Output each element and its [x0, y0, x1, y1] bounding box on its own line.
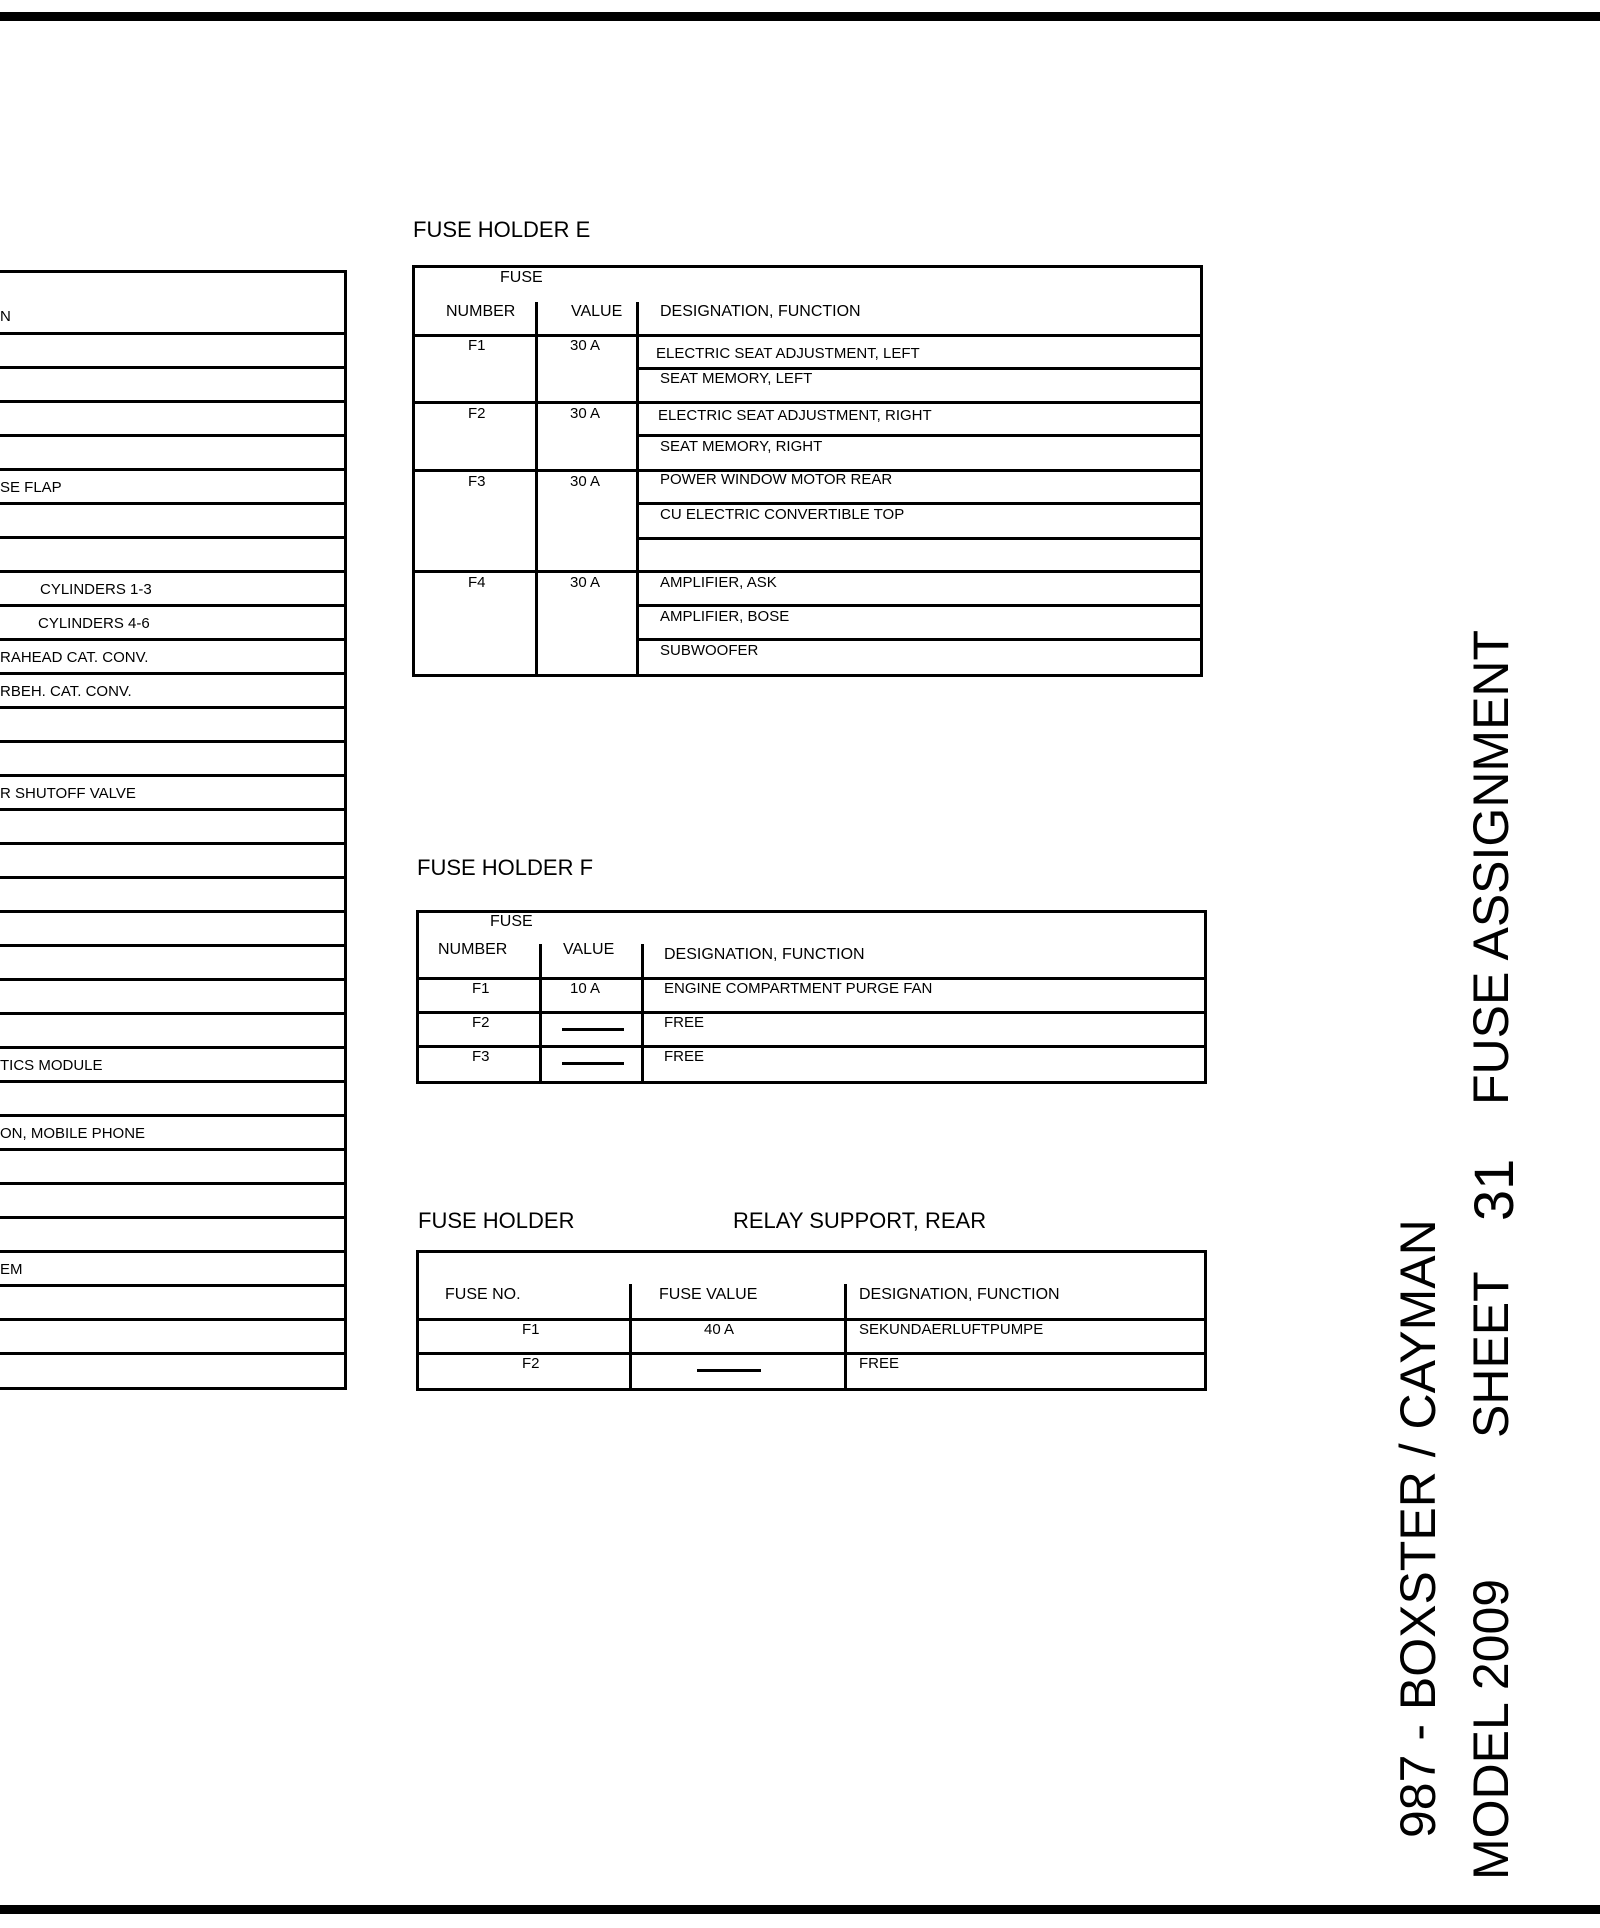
relay-col-divider-2 [844, 1284, 847, 1389]
left-table-row [0, 641, 344, 675]
left-table-row [0, 1287, 344, 1321]
left-table-row [0, 437, 344, 471]
holder-f-value-header: VALUE [563, 941, 615, 958]
relay-f1-designation: SEKUNDAERLUFTPUMPE [859, 1321, 1044, 1338]
left-table-row [0, 1151, 344, 1185]
holder-e-f4-subrule-2 [636, 638, 1203, 641]
relay-designation-header: DESIGNATION, FUNCTION [859, 1286, 1060, 1303]
holder-e-f3-number: F3 [468, 473, 486, 490]
relay-f2-value-dash [697, 1369, 761, 1372]
holder-e-fuse-header: FUSE [500, 269, 543, 286]
holder-e-f3-subrule-1 [636, 502, 1203, 505]
left-table-row [0, 1083, 344, 1117]
holder-f-f3-value-dash [562, 1062, 624, 1065]
relay-number-header: FUSE NO. [445, 1286, 521, 1303]
left-table-row [0, 607, 344, 641]
holder-f-f2-value-dash [562, 1028, 624, 1031]
holder-f-row-rule-2 [416, 1045, 1207, 1048]
sheet-label: SHEET [1463, 1271, 1519, 1438]
holder-e-header-rule [412, 334, 1203, 337]
holder-f-f2-number: F2 [472, 1014, 490, 1031]
holder-f-row-rule-1 [416, 1011, 1207, 1014]
holder-f-f3-number: F3 [472, 1048, 490, 1065]
left-table-row [0, 369, 344, 403]
holder-e-f3-item-1: POWER WINDOW MOTOR REAR [660, 471, 893, 488]
fuse-holder-f-title: FUSE HOLDER F [417, 855, 594, 880]
holder-e-f1-item-2: SEAT MEMORY, LEFT [660, 370, 813, 387]
left-table-row [0, 1253, 344, 1287]
left-table-row-text: R SHUTOFF VALVE [0, 785, 136, 802]
holder-e-f3-value: 30 A [570, 473, 601, 490]
model-year-line: MODEL 2009 [1463, 1578, 1519, 1880]
holder-e-f2-subrule [636, 434, 1203, 437]
holder-e-f1-item-1: ELECTRIC SEAT ADJUSTMENT, LEFT [656, 345, 920, 362]
holder-f-designation-header: DESIGNATION, FUNCTION [664, 946, 865, 963]
holder-e-f4-number: F4 [468, 574, 486, 591]
holder-e-f2-item-2: SEAT MEMORY, RIGHT [660, 438, 823, 455]
holder-e-f2-value: 30 A [570, 405, 601, 422]
relay-value-header: FUSE VALUE [659, 1286, 758, 1303]
left-table-row-text: CYLINDERS 1-3 [40, 581, 152, 598]
left-table-row [0, 1117, 344, 1151]
left-table-row [0, 743, 344, 777]
holder-f-f1-number: F1 [472, 980, 490, 997]
holder-f-f1-designation: ENGINE COMPARTMENT PURGE FAN [664, 980, 933, 997]
top-border-rule [0, 12, 1600, 21]
left-table-row-text: EM [0, 1261, 23, 1278]
left-table-row [0, 947, 344, 981]
holder-e-f4-value: 30 A [570, 574, 601, 591]
relay-f1-number: F1 [522, 1321, 540, 1338]
left-table-row [0, 811, 344, 845]
holder-f-f2-designation: FREE [664, 1014, 705, 1031]
left-table-row [0, 709, 344, 743]
holder-e-f1-value: 30 A [570, 337, 601, 354]
sheet-title: FUSE ASSIGNMENT [1463, 629, 1519, 1105]
fuse-holder-relay-subtitle: RELAY SUPPORT, REAR [733, 1208, 987, 1233]
holder-e-f4-subrule-1 [636, 604, 1203, 607]
left-table-row-text: SE FLAP [0, 479, 62, 496]
fuse-holder-e-title: FUSE HOLDER E [413, 217, 591, 242]
left-fuse-table [0, 270, 347, 1390]
left-table-row [0, 1049, 344, 1083]
left-table-header-text: N [0, 308, 11, 325]
left-table-header [0, 273, 344, 335]
holder-e-designation-header: DESIGNATION, FUNCTION [660, 303, 861, 320]
left-table-row [0, 879, 344, 913]
holder-f-f1-value: 10 A [570, 980, 601, 997]
holder-e-group-rule-1 [412, 401, 1203, 404]
left-table-row [0, 1219, 344, 1253]
relay-f2-designation: FREE [859, 1355, 900, 1372]
left-table-row [0, 505, 344, 539]
left-table-row-text: TICS MODULE [0, 1057, 103, 1074]
holder-e-f1-number: F1 [468, 337, 486, 354]
left-table-row [0, 471, 344, 505]
holder-e-value-header: VALUE [571, 303, 623, 320]
holder-f-number-header: NUMBER [438, 941, 508, 958]
left-table-row-text: ON, MOBILE PHONE [0, 1125, 146, 1142]
left-table-row [0, 675, 344, 709]
holder-e-f3-item-2: CU ELECTRIC CONVERTIBLE TOP [660, 506, 905, 523]
holder-e-col-divider-1 [535, 302, 538, 675]
relay-col-divider-1 [629, 1284, 632, 1389]
left-table-row [0, 777, 344, 811]
bottom-border-rule [0, 1905, 1600, 1914]
holder-f-f3-designation: FREE [664, 1048, 705, 1065]
sheet-number: 31 [1462, 1158, 1525, 1221]
relay-f1-value: 40 A [704, 1321, 735, 1338]
holder-e-group-rule-3 [412, 570, 1203, 573]
left-table-row-text: RBEH. CAT. CONV. [0, 683, 132, 700]
left-table-row [0, 1015, 344, 1049]
holder-e-f4-item-1: AMPLIFIER, ASK [660, 574, 777, 591]
holder-e-col-divider-2 [636, 302, 639, 675]
holder-f-fuse-header: FUSE [490, 913, 533, 930]
left-table-row [0, 403, 344, 437]
left-table-row [0, 539, 344, 573]
left-table-row [0, 335, 344, 369]
holder-e-f2-number: F2 [468, 405, 486, 422]
holder-e-f4-item-3: SUBWOOFER [660, 642, 759, 659]
holder-e-f4-item-2: AMPLIFIER, BOSE [660, 608, 790, 625]
left-table-row-text: CYLINDERS 4-6 [38, 615, 150, 632]
holder-e-f2-item-1: ELECTRIC SEAT ADJUSTMENT, RIGHT [658, 407, 932, 424]
relay-f2-number: F2 [522, 1355, 540, 1372]
holder-e-number-header: NUMBER [446, 303, 516, 320]
left-table-row [0, 981, 344, 1015]
left-table-row [0, 1185, 344, 1219]
holder-e-f3-subrule-2 [636, 537, 1203, 540]
model-name-line: 987 - BOXSTER / CAYMAN [1390, 1219, 1446, 1838]
left-table-row [0, 913, 344, 947]
left-table-row-text: RAHEAD CAT. CONV. [0, 649, 149, 666]
fuse-holder-relay-title: FUSE HOLDER [418, 1208, 575, 1233]
fuse-holder-f-table [416, 910, 1207, 1084]
left-table-row [0, 845, 344, 879]
left-table-row [0, 1321, 344, 1355]
left-table-row [0, 573, 344, 607]
